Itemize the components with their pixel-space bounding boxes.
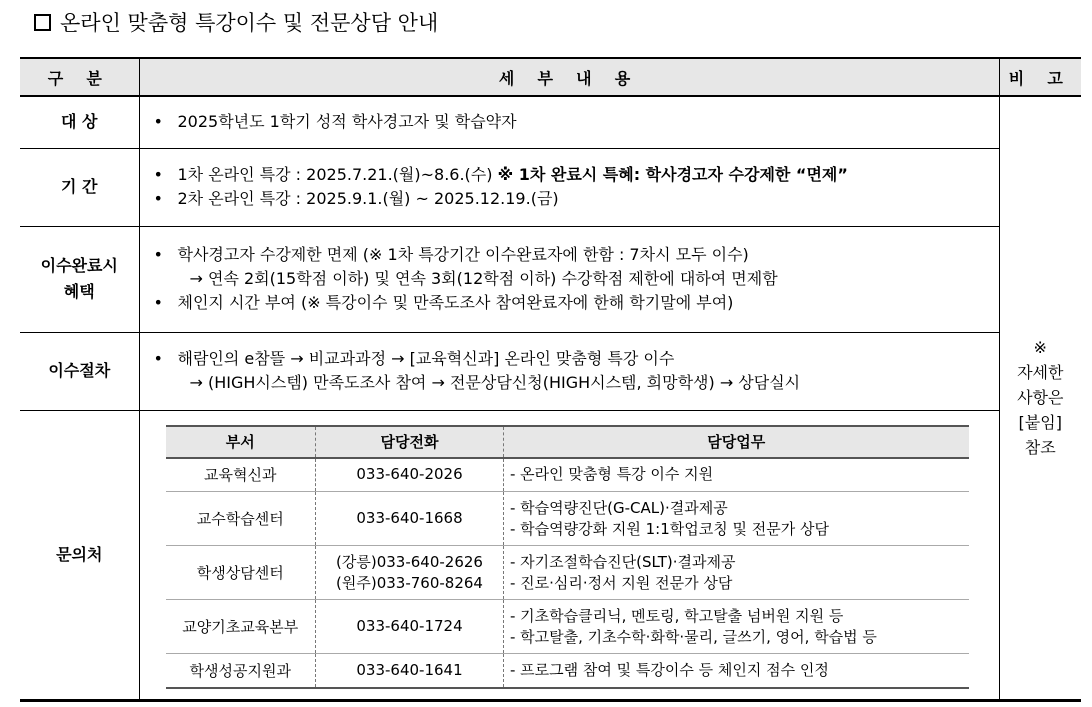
row-benefit bbox=[20, 226, 1081, 332]
contact-row bbox=[166, 546, 969, 600]
remark-line: 자세한 bbox=[1017, 363, 1064, 383]
remark-line: 참조 bbox=[1024, 438, 1056, 458]
dept-cell: 교수학습센터 bbox=[166, 492, 316, 546]
dept-cell: 교양기초교육본부 bbox=[166, 600, 316, 654]
category-cell: 이수완료시 혜택 bbox=[20, 226, 139, 332]
phone-cell: 033-640-1668 bbox=[316, 492, 504, 546]
row-contact bbox=[20, 410, 1081, 700]
category-cell: 문의처 bbox=[20, 410, 139, 700]
header-detail: 세 부 내 용 bbox=[139, 58, 999, 96]
category-cell: 이수절차 bbox=[20, 332, 139, 410]
contact-row bbox=[166, 600, 969, 654]
header-row bbox=[20, 58, 1081, 96]
checkbox-square-icon bbox=[34, 14, 51, 31]
contact-header: 담당업무 bbox=[504, 426, 969, 458]
category-cell: 기 간 bbox=[20, 148, 139, 226]
contact-header-row bbox=[166, 426, 969, 458]
task-cell: - 온라인 맞춤형 특강 이수 지원 bbox=[504, 458, 969, 492]
remark-cell bbox=[999, 96, 1081, 700]
detail-cell: • 1차 온라인 특강 : 2025.7.21.(월)~8.6.(수) ※ 1차 완료시 특혜: 학사경고자 수강제한 “면제” • 2차 온라인 특강 : 2025.9.1.(월) ~ 2025.12.19.(금) bbox=[139, 148, 999, 226]
phone-cell: 033-640-1641 bbox=[316, 654, 504, 688]
remark-line: [붙임] bbox=[1018, 413, 1062, 433]
detail-cell: • 2025학년도 1학기 성적 학사경고자 및 학습약자 bbox=[139, 96, 999, 148]
category-cell: 대 상 bbox=[20, 96, 139, 148]
task-cell: - 자기조절학습진단(SLT)·결과제공 - 진로·심리·정서 지원 전문가 상담 bbox=[504, 546, 969, 600]
contact-cell bbox=[139, 410, 999, 700]
header-category: 구 분 bbox=[20, 58, 139, 96]
contact-table bbox=[166, 425, 969, 689]
task-cell: - 기초학습클리닉, 멘토링, 학고탈출 넘버원 지원 등 - 학고탈출, 기초수학·화학·물리, 글쓰기, 영어, 학습법 등 bbox=[504, 600, 969, 654]
contact-row bbox=[166, 492, 969, 546]
page-title bbox=[34, 8, 438, 38]
contact-header: 부서 bbox=[166, 426, 316, 458]
dept-cell: 교육혁신과 bbox=[166, 458, 316, 492]
dept-cell: 학생상담센터 bbox=[166, 546, 316, 600]
info-table bbox=[20, 57, 1081, 702]
page-title-text: 온라인 맞춤형 특강이수 및 전문상담 안내 bbox=[60, 11, 439, 35]
row-target bbox=[20, 96, 1081, 148]
row-procedure bbox=[20, 332, 1081, 410]
detail-cell: • 해람인의 e참뜰 → 비교과과정 → [교육혁신과] 온라인 맞춤형 특강 이수 → (HIGH시스템) 만족도조사 참여 → 전문상담신청(HIGH시스템, 희망학생) → 상담실시 bbox=[139, 332, 999, 410]
header-remark: 비 고 bbox=[999, 58, 1081, 96]
phone-cell: 033-640-1724 bbox=[316, 600, 504, 654]
detail-cell: • 학사경고자 수강제한 면제 (※ 1차 특강기간 이수완료자에 한함 : 7차시 모두 이수) → 연속 2회(15학점 이하) 및 연속 3회(12학점 이하) 수강학점 제한에 대하여 면제함 • 체인지 시간 부여 (※ 특강이수 및 만족도조사 참여완료자에 한해 학기말에 부여) bbox=[139, 226, 999, 332]
contact-row bbox=[166, 654, 969, 688]
dept-cell: 학생성공지원과 bbox=[166, 654, 316, 688]
phone-cell: (강릉)033-640-2626 (원주)033-760-8264 bbox=[316, 546, 504, 600]
phone-cell: 033-640-2026 bbox=[316, 458, 504, 492]
benefit-emphasis: ※ 1차 완료시 특혜: 학사경고자 수강제한 “면제” bbox=[497, 165, 848, 184]
row-period bbox=[20, 148, 1081, 226]
task-cell: - 프로그램 참여 및 특강이수 등 체인지 점수 인정 bbox=[504, 654, 969, 688]
contact-row bbox=[166, 458, 969, 492]
remark-symbol: ※ bbox=[1033, 338, 1047, 358]
remark-line: 사항은 bbox=[1017, 388, 1064, 408]
contact-header: 담당전화 bbox=[316, 426, 504, 458]
task-cell: - 학습역량진단(G-CAL)·결과제공 - 학습역량강화 지원 1:1학업코칭 및 전문가 상담 bbox=[504, 492, 969, 546]
